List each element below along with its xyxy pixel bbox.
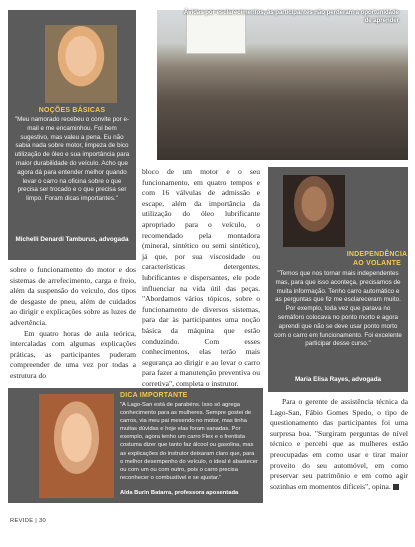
article-paragraph: Em quatro horas de aula teórica, intercaladas com algumas explicações práticas, as participantes puderam compreender de uma vez por todas a estrutura do (10, 328, 136, 380)
portrait-photo-michelli (45, 25, 117, 103)
portrait-photo-maria-elisa (283, 175, 345, 247)
box-title-independencia: INDEPENDÊNCIA AO VOLANTE (346, 251, 408, 267)
box-author-dica: Alda Burin Batarra, professora aposentada (120, 490, 239, 496)
article-column-left (10, 265, 136, 382)
box-quote-nocoes: "Meu namorado recebeu o convite por e-mail e me encaminhou. Foi bem sugestivo, mas valeu a pena. Eu não sabia nada sobre motor, limpeza de bico utilização de óleo e sua importância para maior durabilidade do veículo. Acho que agora dá para entender melhor quando levar o carro na oficina sobre o que precisa ser trocado e o que precisa ser limpo. Foram dicas importantes." (14, 116, 130, 203)
article-paragraph: sobre o funcionamento do motor e dos sistemas de arrefecimento, carga e freio, além da suspensão do veículo, dos tipos de desgaste de pneu, além de cuidados ao dirigir e explicações sobre as luzes de advertência. (10, 265, 136, 327)
article-paragraph: Para o gerente de assistência técnica da Lago-San, Fábio Gomes Spedo, o tipo de questionamento das participantes foi uma surpresa boa. "Surgiram perguntas de nível técnico e percebi que as mulheres estão preocupadas em como usar e tirar maior proveito do seu automóvel, em como preservar seu patrimônio e em como agir sozinhas em momentos difíceis", opina. (270, 397, 408, 491)
box-quote-dica: "A Lago-San está de parabéns. Isso só agrega conhecimento para as mulheres. Sempre gostei de carros, via meu pai mexendo no motor, mas tinha muitas dúvidas e hoje elas foram sanadas. Por exemplo, agora tenho um carro Flex e o frentista costuma dizer que tanto faz álcool ou gasolina, mas as explicações do instrutor deixaram claro que, para o melhor desempenho do veículo, o ideal é abastecer ou com um ou com outro, pois o carro precisa reconhecer o combustível e se ajustar." (120, 402, 258, 481)
box-quote-independencia: "Temos que nos tornar mais independentes mas, para que isso aconteça, precisamos de muita informação. Tenho carro automático e as perguntas que fiz me esclareceram muito. Por exemplo, toda vez que parava no semáforo colocava no ponto morto e agora aprendi que não se deve usar ponto morto com o carro em funcionamento. Foi excelente participar desse curso." (274, 270, 402, 348)
portrait-photo-alda (39, 394, 114, 498)
article-paragraph: bloco de um motor e o seu funcionamento, em quatro tempos e com 16 válvulas de admissão e escape, além da importância da utilização do óleo lubrificante apropriado para o veículo, o recomendado pela montadora (mineral, sintético ou semi sintético), já que, por sua viscosidade ou características detergentes, lubrificantes e dispersantes, ele pode influenciar na vida útil das peças. "Abordamos vários tópicos, sobre o funcionamento de diversos sistemas, para dar às participantes uma noção básica da máquina que estão conduzindo. Com esses conhecimentos, elas terão mais segurança ao dirigir e ao levar o carro para fazer a manutenção preventiva ou corretiva", completa o instrutor. (142, 167, 260, 388)
box-author-nocoes: Michelli Denardi Tamburus, advogada (15, 236, 129, 243)
box-title-nocoes: NOÇÕES BÁSICAS (38, 107, 106, 114)
article-column-right (270, 397, 408, 492)
article-column-middle (142, 167, 260, 389)
photo-caption: Ávidas por esclarecimentos, as participantes não perderam a oportunidade de aprender (183, 10, 399, 24)
end-of-article-icon (393, 484, 399, 490)
box-title-dica: DICA IMPORTANTE (120, 392, 188, 399)
page-footer: REVIDE | 30 (10, 518, 47, 524)
box-author-independencia: Maria Elisa Rayes, advogada (294, 376, 382, 383)
